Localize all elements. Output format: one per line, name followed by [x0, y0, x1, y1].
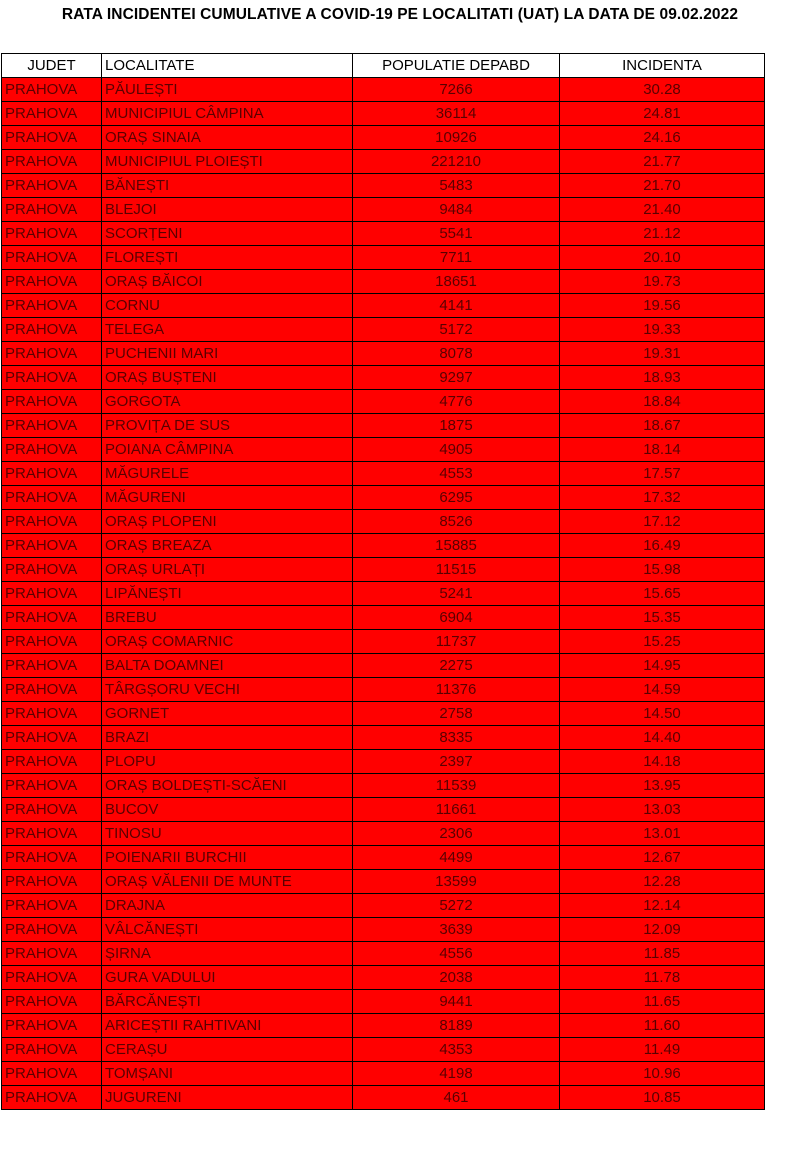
cell-localitate: PLOPU	[102, 750, 353, 774]
table-row	[2, 1086, 765, 1110]
cell-incidenta: 11.49	[560, 1038, 765, 1062]
cell-localitate: GORNET	[102, 702, 353, 726]
cell-judet: PRAHOVA	[2, 174, 102, 198]
cell-judet: PRAHOVA	[2, 654, 102, 678]
table-row	[2, 246, 765, 270]
cell-localitate: CERAȘU	[102, 1038, 353, 1062]
table-row	[2, 414, 765, 438]
table-row	[2, 846, 765, 870]
cell-incidenta: 21.77	[560, 150, 765, 174]
cell-localitate: TÂRGȘORU VECHI	[102, 678, 353, 702]
cell-populatie: 8335	[353, 726, 560, 750]
cell-localitate: CORNU	[102, 294, 353, 318]
cell-populatie: 1875	[353, 414, 560, 438]
cell-localitate: POIANA CÂMPINA	[102, 438, 353, 462]
table-row	[2, 342, 765, 366]
cell-incidenta: 18.14	[560, 438, 765, 462]
cell-judet: PRAHOVA	[2, 294, 102, 318]
cell-populatie: 2397	[353, 750, 560, 774]
cell-localitate: BUCOV	[102, 798, 353, 822]
cell-judet: PRAHOVA	[2, 606, 102, 630]
cell-judet: PRAHOVA	[2, 726, 102, 750]
cell-judet: PRAHOVA	[2, 702, 102, 726]
cell-populatie: 18651	[353, 270, 560, 294]
cell-populatie: 11737	[353, 630, 560, 654]
table-row	[2, 966, 765, 990]
cell-populatie: 4353	[353, 1038, 560, 1062]
cell-judet: PRAHOVA	[2, 966, 102, 990]
cell-localitate: VÂLCĂNEȘTI	[102, 918, 353, 942]
cell-populatie: 5541	[353, 222, 560, 246]
cell-judet: PRAHOVA	[2, 246, 102, 270]
cell-incidenta: 15.35	[560, 606, 765, 630]
table-row	[2, 702, 765, 726]
table-row	[2, 198, 765, 222]
cell-incidenta: 11.78	[560, 966, 765, 990]
cell-localitate: GORGOTA	[102, 390, 353, 414]
cell-judet: PRAHOVA	[2, 366, 102, 390]
cell-judet: PRAHOVA	[2, 774, 102, 798]
cell-judet: PRAHOVA	[2, 630, 102, 654]
cell-incidenta: 15.25	[560, 630, 765, 654]
table-row	[2, 534, 765, 558]
table-row	[2, 462, 765, 486]
cell-localitate: GURA VADULUI	[102, 966, 353, 990]
cell-judet: PRAHOVA	[2, 534, 102, 558]
cell-populatie: 36114	[353, 102, 560, 126]
cell-incidenta: 12.67	[560, 846, 765, 870]
table-row	[2, 102, 765, 126]
cell-localitate: ORAȘ BOLDEȘTI-SCĂENI	[102, 774, 353, 798]
cell-incidenta: 30.28	[560, 78, 765, 102]
cell-populatie: 9297	[353, 366, 560, 390]
cell-judet: PRAHOVA	[2, 846, 102, 870]
cell-populatie: 11515	[353, 558, 560, 582]
cell-incidenta: 20.10	[560, 246, 765, 270]
table-row	[2, 918, 765, 942]
cell-judet: PRAHOVA	[2, 918, 102, 942]
cell-incidenta: 10.85	[560, 1086, 765, 1110]
cell-incidenta: 11.85	[560, 942, 765, 966]
cell-incidenta: 14.59	[560, 678, 765, 702]
cell-judet: PRAHOVA	[2, 486, 102, 510]
cell-incidenta: 19.31	[560, 342, 765, 366]
cell-judet: PRAHOVA	[2, 894, 102, 918]
cell-populatie: 2758	[353, 702, 560, 726]
cell-judet: PRAHOVA	[2, 1038, 102, 1062]
cell-incidenta: 21.40	[560, 198, 765, 222]
cell-localitate: ORAȘ BREAZA	[102, 534, 353, 558]
column-header-localitate: LOCALITATE	[102, 54, 353, 78]
table-row	[2, 798, 765, 822]
cell-incidenta: 15.98	[560, 558, 765, 582]
cell-localitate: MĂGURELE	[102, 462, 353, 486]
cell-populatie: 4499	[353, 846, 560, 870]
cell-populatie: 3639	[353, 918, 560, 942]
cell-judet: PRAHOVA	[2, 558, 102, 582]
cell-judet: PRAHOVA	[2, 462, 102, 486]
table-row	[2, 126, 765, 150]
cell-populatie: 5172	[353, 318, 560, 342]
cell-populatie: 7266	[353, 78, 560, 102]
table-row	[2, 366, 765, 390]
cell-judet: PRAHOVA	[2, 678, 102, 702]
cell-incidenta: 24.16	[560, 126, 765, 150]
cell-judet: PRAHOVA	[2, 390, 102, 414]
cell-populatie: 8526	[353, 510, 560, 534]
cell-populatie: 4141	[353, 294, 560, 318]
cell-localitate: ARICEȘTII RAHTIVANI	[102, 1014, 353, 1038]
table-row	[2, 990, 765, 1014]
cell-populatie: 4553	[353, 462, 560, 486]
cell-populatie: 5241	[353, 582, 560, 606]
cell-incidenta: 13.01	[560, 822, 765, 846]
cell-localitate: ORAȘ COMARNIC	[102, 630, 353, 654]
cell-judet: PRAHOVA	[2, 438, 102, 462]
cell-localitate: BLEJOI	[102, 198, 353, 222]
page-title: RATA INCIDENTEI CUMULATIVE A COVID-19 PE LOCALITATI (UAT) LA DATA DE 09.02.2022	[61, 6, 739, 23]
cell-localitate: ORAȘ VĂLENII DE MUNTE	[102, 870, 353, 894]
cell-populatie: 6904	[353, 606, 560, 630]
cell-localitate: TELEGA	[102, 318, 353, 342]
cell-judet: PRAHOVA	[2, 1086, 102, 1110]
table-row	[2, 174, 765, 198]
cell-incidenta: 11.65	[560, 990, 765, 1014]
cell-incidenta: 19.33	[560, 318, 765, 342]
cell-localitate: ȘIRNA	[102, 942, 353, 966]
table-header-row	[2, 54, 765, 78]
cell-judet: PRAHOVA	[2, 582, 102, 606]
cell-judet: PRAHOVA	[2, 942, 102, 966]
incidence-table	[1, 53, 765, 1110]
table-row	[2, 558, 765, 582]
column-header-judet: JUDET	[2, 54, 102, 78]
cell-incidenta: 14.40	[560, 726, 765, 750]
cell-judet: PRAHOVA	[2, 150, 102, 174]
cell-localitate: BALTA DOAMNEI	[102, 654, 353, 678]
cell-localitate: BĂRCĂNEȘTI	[102, 990, 353, 1014]
cell-populatie: 11661	[353, 798, 560, 822]
cell-judet: PRAHOVA	[2, 414, 102, 438]
cell-judet: PRAHOVA	[2, 510, 102, 534]
cell-localitate: ORAȘ BĂICOI	[102, 270, 353, 294]
cell-judet: PRAHOVA	[2, 1014, 102, 1038]
cell-populatie: 13599	[353, 870, 560, 894]
table-row	[2, 726, 765, 750]
cell-incidenta: 14.95	[560, 654, 765, 678]
cell-judet: PRAHOVA	[2, 78, 102, 102]
cell-incidenta: 14.50	[560, 702, 765, 726]
table-row	[2, 870, 765, 894]
cell-localitate: PUCHENII MARI	[102, 342, 353, 366]
table-row	[2, 1062, 765, 1086]
table-row	[2, 150, 765, 174]
cell-localitate: JUGURENI	[102, 1086, 353, 1110]
table-row	[2, 942, 765, 966]
table-row	[2, 390, 765, 414]
cell-incidenta: 21.70	[560, 174, 765, 198]
table-row	[2, 630, 765, 654]
cell-incidenta: 12.28	[560, 870, 765, 894]
table-row	[2, 774, 765, 798]
cell-judet: PRAHOVA	[2, 198, 102, 222]
cell-incidenta: 12.09	[560, 918, 765, 942]
cell-localitate: BREBU	[102, 606, 353, 630]
cell-incidenta: 17.57	[560, 462, 765, 486]
table-row	[2, 606, 765, 630]
cell-localitate: FLOREȘTI	[102, 246, 353, 270]
cell-incidenta: 13.03	[560, 798, 765, 822]
table-row	[2, 78, 765, 102]
table-row	[2, 894, 765, 918]
table-body	[2, 78, 765, 1110]
table-row	[2, 1038, 765, 1062]
cell-incidenta: 15.65	[560, 582, 765, 606]
cell-incidenta: 18.93	[560, 366, 765, 390]
cell-populatie: 461	[353, 1086, 560, 1110]
table-row	[2, 438, 765, 462]
cell-populatie: 8078	[353, 342, 560, 366]
table-row	[2, 510, 765, 534]
cell-judet: PRAHOVA	[2, 342, 102, 366]
cell-incidenta: 10.96	[560, 1062, 765, 1086]
cell-incidenta: 17.12	[560, 510, 765, 534]
table-row	[2, 582, 765, 606]
cell-populatie: 221210	[353, 150, 560, 174]
cell-populatie: 9484	[353, 198, 560, 222]
cell-incidenta: 16.49	[560, 534, 765, 558]
cell-incidenta: 12.14	[560, 894, 765, 918]
cell-populatie: 4556	[353, 942, 560, 966]
cell-localitate: PROVIȚA DE SUS	[102, 414, 353, 438]
table-row	[2, 222, 765, 246]
cell-incidenta: 19.56	[560, 294, 765, 318]
cell-localitate: MUNICIPIUL PLOIEȘTI	[102, 150, 353, 174]
column-header-populatie: POPULATIE DEPABD	[353, 54, 560, 78]
table-row	[2, 678, 765, 702]
cell-populatie: 10926	[353, 126, 560, 150]
cell-populatie: 5483	[353, 174, 560, 198]
table-row	[2, 318, 765, 342]
cell-localitate: LIPĂNEȘTI	[102, 582, 353, 606]
cell-populatie: 2275	[353, 654, 560, 678]
cell-localitate: DRAJNA	[102, 894, 353, 918]
cell-judet: PRAHOVA	[2, 822, 102, 846]
cell-localitate: BRAZI	[102, 726, 353, 750]
cell-judet: PRAHOVA	[2, 798, 102, 822]
cell-localitate: PĂULEȘTI	[102, 78, 353, 102]
cell-populatie: 2306	[353, 822, 560, 846]
cell-judet: PRAHOVA	[2, 102, 102, 126]
cell-judet: PRAHOVA	[2, 318, 102, 342]
cell-localitate: TOMȘANI	[102, 1062, 353, 1086]
cell-incidenta: 18.67	[560, 414, 765, 438]
cell-populatie: 11376	[353, 678, 560, 702]
cell-populatie: 2038	[353, 966, 560, 990]
column-header-incidenta: INCIDENTA	[560, 54, 765, 78]
cell-localitate: POIENARII BURCHII	[102, 846, 353, 870]
cell-populatie: 7711	[353, 246, 560, 270]
cell-incidenta: 11.60	[560, 1014, 765, 1038]
cell-populatie: 4198	[353, 1062, 560, 1086]
cell-localitate: BĂNEȘTI	[102, 174, 353, 198]
cell-localitate: ORAȘ BUȘTENI	[102, 366, 353, 390]
cell-judet: PRAHOVA	[2, 270, 102, 294]
cell-incidenta: 19.73	[560, 270, 765, 294]
table-row	[2, 1014, 765, 1038]
cell-localitate: SCORȚENI	[102, 222, 353, 246]
cell-judet: PRAHOVA	[2, 222, 102, 246]
cell-populatie: 8189	[353, 1014, 560, 1038]
cell-judet: PRAHOVA	[2, 1062, 102, 1086]
cell-localitate: MUNICIPIUL CÂMPINA	[102, 102, 353, 126]
table-row	[2, 654, 765, 678]
cell-populatie: 11539	[353, 774, 560, 798]
cell-populatie: 4776	[353, 390, 560, 414]
cell-localitate: ORAȘ URLAȚI	[102, 558, 353, 582]
cell-populatie: 6295	[353, 486, 560, 510]
cell-localitate: TINOSU	[102, 822, 353, 846]
cell-judet: PRAHOVA	[2, 126, 102, 150]
cell-populatie: 15885	[353, 534, 560, 558]
table-row	[2, 750, 765, 774]
cell-populatie: 4905	[353, 438, 560, 462]
cell-incidenta: 21.12	[560, 222, 765, 246]
cell-incidenta: 13.95	[560, 774, 765, 798]
table-row	[2, 486, 765, 510]
cell-populatie: 9441	[353, 990, 560, 1014]
table-row	[2, 270, 765, 294]
cell-incidenta: 18.84	[560, 390, 765, 414]
cell-populatie: 5272	[353, 894, 560, 918]
cell-incidenta: 17.32	[560, 486, 765, 510]
cell-judet: PRAHOVA	[2, 750, 102, 774]
table-row	[2, 294, 765, 318]
cell-localitate: MĂGURENI	[102, 486, 353, 510]
cell-localitate: ORAȘ PLOPENI	[102, 510, 353, 534]
cell-incidenta: 24.81	[560, 102, 765, 126]
cell-localitate: ORAȘ SINAIA	[102, 126, 353, 150]
cell-judet: PRAHOVA	[2, 990, 102, 1014]
cell-judet: PRAHOVA	[2, 870, 102, 894]
cell-incidenta: 14.18	[560, 750, 765, 774]
table-row	[2, 822, 765, 846]
